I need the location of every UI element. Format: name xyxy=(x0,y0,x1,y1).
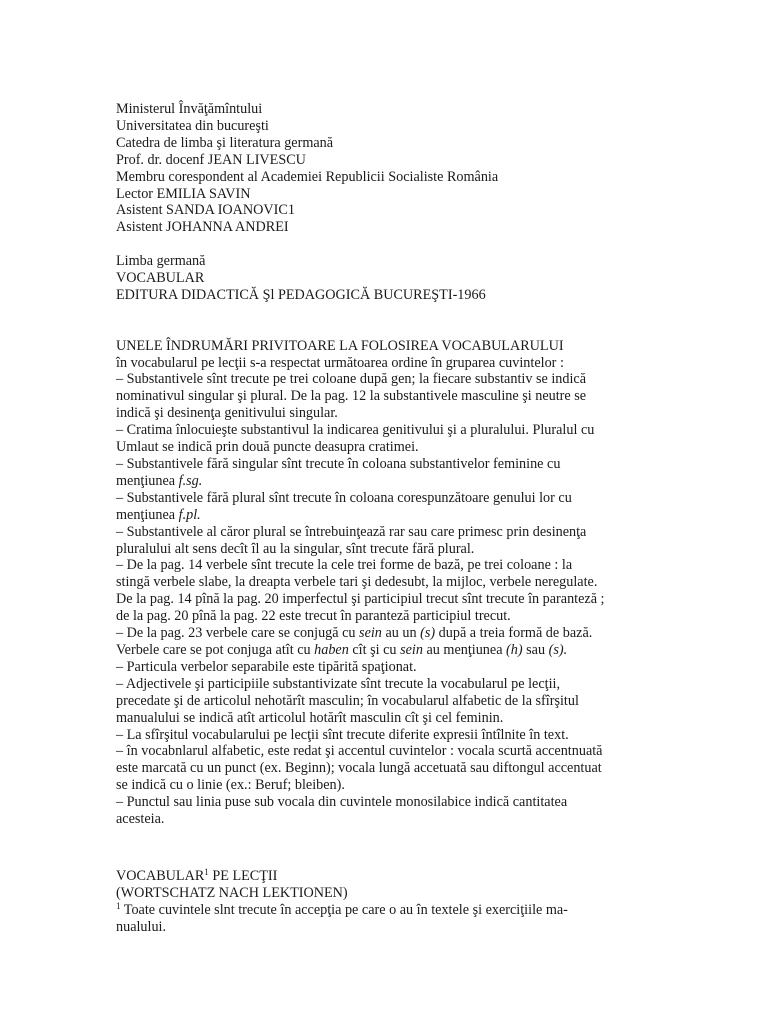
ministry-line: Ministerul Învăţămîntului xyxy=(116,101,263,117)
guidance-section xyxy=(116,338,616,828)
guidance-paragraph: – Substantivele al căror plural se întrebuinţează rar sau care primesc prin desinenţa xyxy=(116,523,587,540)
guidance-paragraph: manualului se indică atît articolul hotărît masculin cît şi cel feminin. xyxy=(116,709,504,726)
guidance-paragraph: De la pag. 14 pînă la pag. 20 imperfectul şi participiul trecut sînt trecute în paranteză ; xyxy=(116,591,605,608)
author-line: Prof. dr. docenf JEAN LIVESCU xyxy=(116,151,306,168)
assistant-line-1: Asistent SANDA IOANOVIC1 xyxy=(116,202,295,219)
guidance-paragraph: – Cratima înlocuieşte substantivul la indicarea genitivului şi a pluralului. Pluralul cu xyxy=(116,422,595,439)
guidance-paragraph: menţiunea f.pl. xyxy=(116,506,201,523)
book-language: Limba germană xyxy=(116,253,206,270)
guidance-paragraph: – De la pag. 14 verbele sînt trecute la cele trei forme de bază, pe trei coloane : la xyxy=(116,557,573,574)
footnote: $^1$ Toate cuvintele slnt trecute în accepţia pe care o au în textele şi exerciţiile ma- xyxy=(116,900,568,918)
book-title-block xyxy=(116,253,616,304)
guidance-intro: în vocabularul pe lecţii s-a respectat următoarea ordine în gruparea cuvintelor : xyxy=(116,354,564,371)
guidance-paragraph: – De la pag. 23 verbele care se conjugă cu sein au un (s) după a treia formă de bază. xyxy=(116,625,593,642)
guidance-paragraph: – Punctul sau linia puse sub vocala din cuvintele monosilabice indică cantitatea xyxy=(116,794,568,811)
guidance-heading: UNELE ÎNDRUMĂRI PRIVITOARE LA FOLOSIREA VOCABULARULUI xyxy=(116,337,564,354)
guidance-paragraph: este marcată cu un punct (ex. Beginn); vocala lungă accetuată sau diftongul accentuat xyxy=(116,760,602,777)
guidance-paragraph: Umlaut se indică prin două puncte deasupra cratimei. xyxy=(116,439,419,456)
footnote-ref: 1 xyxy=(204,866,209,877)
department-line: Catedra de limba şi literatura germană xyxy=(116,134,334,151)
author-title-line: Membru corespondent al Academiei Republicii Socialiste România xyxy=(116,168,499,185)
header-block xyxy=(116,101,616,236)
abbreviation: f.sg. xyxy=(178,472,203,489)
guidance-paragraph: – Substantivele sînt trecute pe trei coloane după gen; la fiecare substantiv se indică xyxy=(116,371,586,388)
guidance-paragraph: – Adjectivele şi participiile substantivizate sînt trecute la vocabularul pe lecţii, xyxy=(116,675,560,692)
abbreviation: f.pl. xyxy=(178,506,201,523)
university-line: Universitatea din bucureşti xyxy=(116,117,269,134)
document-page xyxy=(116,101,616,936)
footnote-mark: 1 xyxy=(116,900,121,911)
footnote-continued: nualului. xyxy=(116,918,167,935)
guidance-paragraph: de la pag. 20 pînă la pag. 22 este trecut în paranteză participiul trecut. xyxy=(116,608,511,625)
guidance-paragraph: – Particula verbelor separabile este tipărită spaţionat. xyxy=(116,658,417,675)
book-title: VOCABULAR xyxy=(116,270,205,287)
lessons-title: VOCABULAR$^1$ PE LECŢII xyxy=(116,866,278,884)
assistant-line-2: Asistent JOHANNA ANDREI xyxy=(116,219,289,236)
guidance-paragraph: nominativul singular şi plural. De la pag. 12 la substantivele masculine şi neutre se xyxy=(116,388,587,405)
guidance-paragraph: – în vocabnlarul alfabetic, este redat şi accentul cuvintelor : vocala scurtă accentnuată xyxy=(116,743,603,760)
book-publisher: EDITURA DIDACTICĂ Şl PEDAGOGICĂ BUCUREŞTI-1966 xyxy=(116,286,486,303)
lessons-section xyxy=(116,868,616,936)
guidance-paragraph: Verbele care se pot conjuga atît cu haben cît şi cu sein au menţiunea (h) sau (s). xyxy=(116,641,568,658)
guidance-paragraph: se indică cu o linie (ex.: Beruf; bleiben). xyxy=(116,777,345,794)
guidance-paragraph: – Substantivele fără plural sînt trecute în coloana corespunzătoare genului lor cu xyxy=(116,489,572,506)
lector-line: Lector EMILIA SAVIN xyxy=(116,185,251,202)
guidance-paragraph: – Substantivele fără singular sînt trecute în coloana substantivelor feminine cu xyxy=(116,456,561,472)
guidance-paragraph: indică şi desinenţa genitivului singular. xyxy=(116,405,338,422)
guidance-paragraph: menţiunea f.sg. xyxy=(116,472,203,489)
guidance-paragraph: – La sfîrşitul vocabularului pe lecţii sînt trecute diferite expresii întîlnite în text. xyxy=(116,726,569,743)
lessons-subtitle: (WORTSCHATZ NACH LEKTIONEN) xyxy=(116,884,348,901)
guidance-paragraph: precedate şi de articolul nehotărît masculin; în vocabularul alfabetic de la sfîrşitul xyxy=(116,692,579,709)
guidance-paragraph: stingă verbele slabe, la dreapta verbele tari şi dedesubt, la mijloc, verbele neregulate. xyxy=(116,574,598,591)
guidance-paragraph: pluralului alt sens decît îl au la singular, sînt trecute fără plural. xyxy=(116,540,475,557)
guidance-paragraph: acesteia. xyxy=(116,811,165,828)
